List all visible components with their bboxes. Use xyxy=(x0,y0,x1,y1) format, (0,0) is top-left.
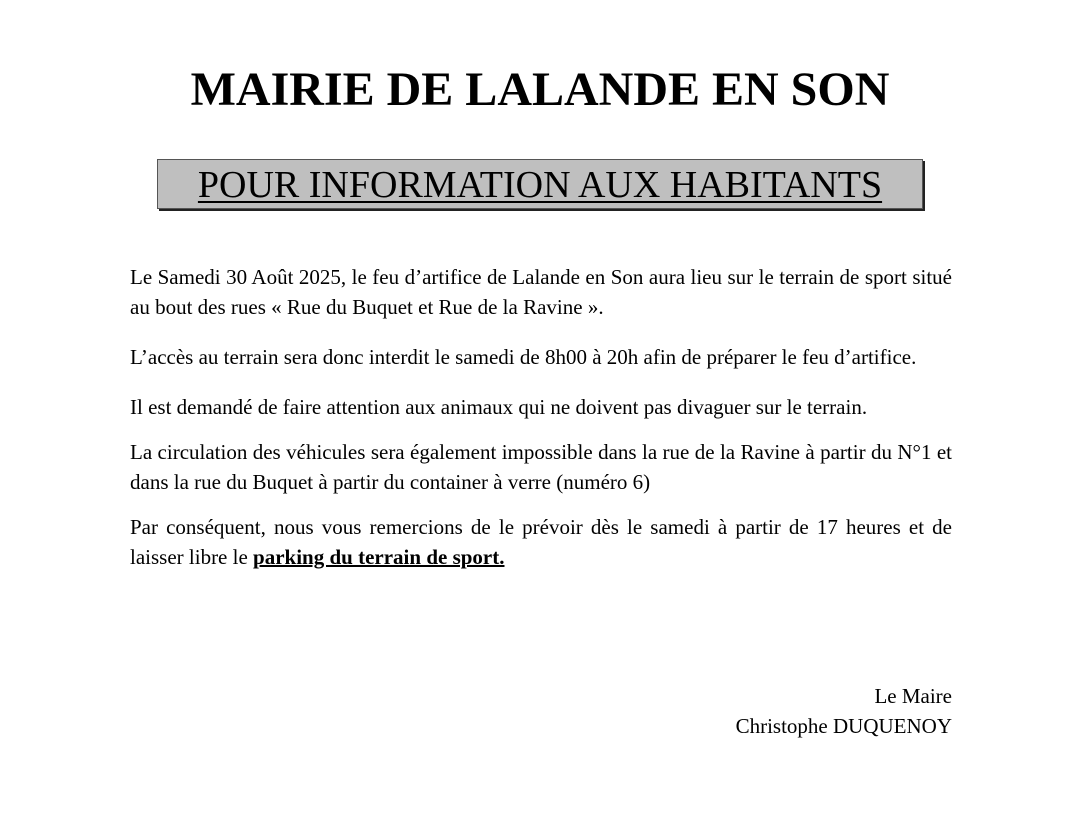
notice-body xyxy=(130,262,952,572)
info-banner-label: POUR INFORMATION AUX HABITANTS xyxy=(197,164,883,206)
page-title: MAIRIE DE LALANDE EN SON xyxy=(190,63,890,116)
signature-block xyxy=(736,681,952,741)
paragraph-access-restriction: L’accès au terrain sera donc interdit le samedi de 8h00 à 20h afin de préparer le feu d’artifice. xyxy=(130,345,917,369)
signature-name: Christophe DUQUENOY xyxy=(735,714,952,738)
paragraph-traffic-restriction: La circulation des véhicules sera également impossible dans la rue de la Ravine à partir du N°1 et dans la rue du Buquet à partir du container à verre (numéro 6) xyxy=(130,440,952,494)
paragraph-animals-warning: Il est demandé de faire attention aux animaux qui ne doivent pas divaguer sur le terrain. xyxy=(130,395,868,419)
paragraph-event-date: Le Samedi 30 Août 2025, le feu d’artifice de Lalande en Son aura lieu sur le terrain de sport situé au bout des rues « Rue du Buquet et Rue de la Ravine ». xyxy=(130,265,952,319)
info-banner xyxy=(157,159,923,209)
parking-request-text: Par conséquent, nous vous remercions de le prévoir dès le samedi à partir de 17 heures et de laisser libre le xyxy=(130,515,952,569)
paragraph-parking-request xyxy=(130,512,952,572)
signature-role: Le Maire xyxy=(874,684,952,708)
parking-emphasis: parking du terrain de sport. xyxy=(253,545,505,569)
